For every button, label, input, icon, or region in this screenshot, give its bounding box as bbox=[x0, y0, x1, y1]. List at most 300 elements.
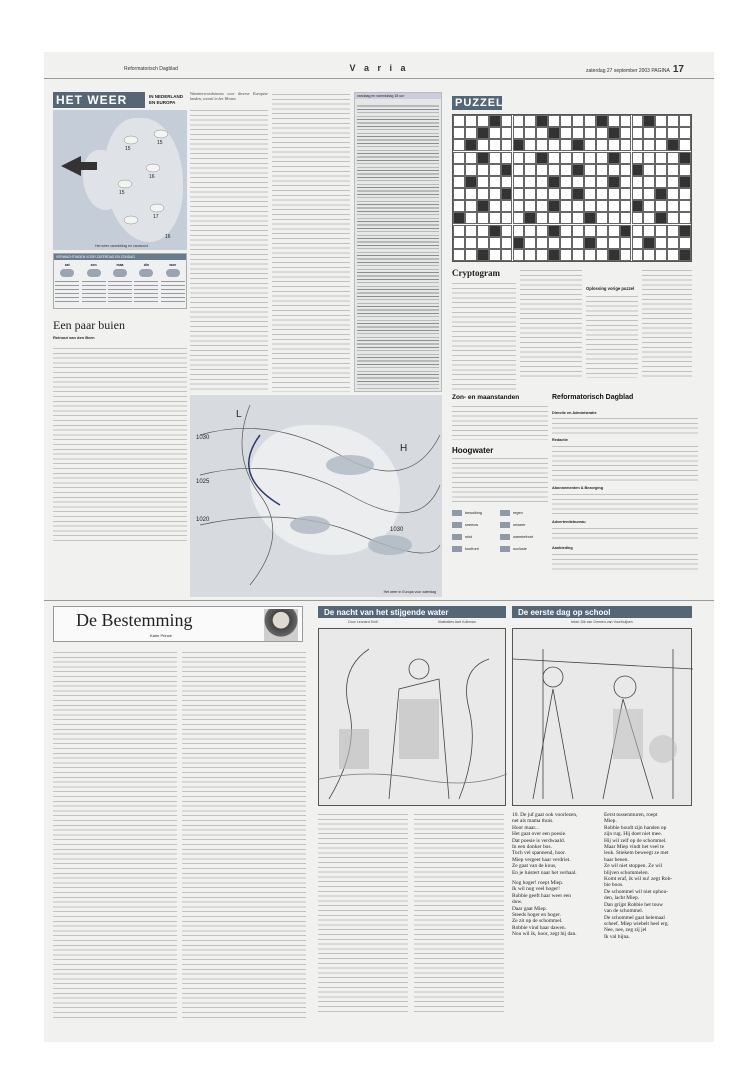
page-header bbox=[44, 60, 714, 76]
poem-line: den, lacht Miep. bbox=[604, 895, 640, 902]
legend-item: regen bbox=[500, 510, 523, 516]
crossword-cell[interactable] bbox=[477, 225, 489, 237]
day-label: zat bbox=[64, 263, 70, 267]
crossword-cell[interactable] bbox=[679, 200, 691, 212]
crossword-cell[interactable] bbox=[489, 249, 501, 261]
crossword-cell[interactable] bbox=[560, 249, 572, 261]
poem-col-1 bbox=[512, 812, 596, 876]
svg-text:17: 17 bbox=[153, 214, 159, 220]
crossword-cell[interactable] bbox=[643, 225, 655, 237]
story-title: De Bestemming bbox=[76, 610, 193, 630]
crossword-cell[interactable] bbox=[489, 200, 501, 212]
crossword-cell[interactable] bbox=[560, 188, 572, 200]
crossword-cell[interactable] bbox=[524, 237, 536, 249]
legend-item: occlusie bbox=[500, 546, 527, 552]
crossword-cell[interactable] bbox=[596, 212, 608, 224]
crossword-cell[interactable] bbox=[513, 188, 525, 200]
crossword-cell[interactable] bbox=[596, 237, 608, 249]
crossword-cell[interactable] bbox=[513, 200, 525, 212]
crossword-cell[interactable] bbox=[513, 225, 525, 237]
crossword-cell[interactable] bbox=[572, 249, 584, 261]
crossword-cell[interactable] bbox=[596, 176, 608, 188]
crossword-cell[interactable] bbox=[655, 176, 667, 188]
crossword-cell[interactable] bbox=[501, 115, 513, 127]
crossword-cell[interactable] bbox=[572, 212, 584, 224]
crossword-cell[interactable] bbox=[513, 176, 525, 188]
crossword-cell[interactable] bbox=[513, 212, 525, 224]
legend-symbol-icon bbox=[500, 534, 510, 540]
weather-legend bbox=[452, 510, 548, 570]
crossword-cell[interactable] bbox=[608, 237, 620, 249]
crossword-cell[interactable] bbox=[465, 115, 477, 127]
crossword-cell[interactable] bbox=[560, 212, 572, 224]
crossword-block bbox=[548, 176, 560, 188]
crossword-cell[interactable] bbox=[667, 200, 679, 212]
crossword-cell[interactable] bbox=[572, 225, 584, 237]
crossword-block bbox=[513, 237, 525, 249]
crossword-cell[interactable] bbox=[596, 164, 608, 176]
poem-line: blijven schommelen. bbox=[604, 869, 649, 876]
crossword-cell[interactable] bbox=[608, 139, 620, 151]
crossword-cell[interactable] bbox=[643, 139, 655, 151]
poem-line: Nee, nee, zeg zij jel bbox=[604, 927, 647, 934]
crossword-cell[interactable] bbox=[513, 127, 525, 139]
crossword-cell[interactable] bbox=[632, 139, 644, 151]
crossword-cell[interactable] bbox=[667, 115, 679, 127]
cloud-rain-icon bbox=[166, 269, 180, 277]
crossword-cell[interactable] bbox=[596, 200, 608, 212]
crossword-cell[interactable] bbox=[501, 237, 513, 249]
legend-item: sneeuw bbox=[452, 522, 478, 528]
comic2-credits: tekst: Dik van Ommen-van Voorthuijsen bbox=[571, 620, 633, 624]
crossword-cell[interactable] bbox=[453, 249, 465, 261]
crossword-cell[interactable] bbox=[501, 249, 513, 261]
europe-weather-map: L H 1030 1025 1020 1030 Het weer in Europa voor zaterdag bbox=[190, 395, 442, 597]
day-label: maa bbox=[116, 263, 124, 267]
poem-line: Steeds hoger en hoger. bbox=[512, 912, 561, 919]
crossword-cell[interactable] bbox=[572, 176, 584, 188]
wind-arrow-icon bbox=[61, 156, 97, 176]
crossword-cell[interactable] bbox=[620, 212, 632, 224]
crossword-cell[interactable] bbox=[477, 237, 489, 249]
crossword-cell[interactable] bbox=[453, 115, 465, 127]
poem-line: In een donker bos. bbox=[512, 844, 552, 851]
crossword-cell[interactable] bbox=[584, 176, 596, 188]
crossword-cell[interactable] bbox=[560, 164, 572, 176]
puzzle-clues-2 bbox=[520, 268, 582, 378]
crossword-cell[interactable] bbox=[596, 139, 608, 151]
crossword-cell[interactable] bbox=[548, 152, 560, 164]
crossword-cell[interactable] bbox=[596, 152, 608, 164]
crossword-cell[interactable] bbox=[679, 237, 691, 249]
crossword-cell[interactable] bbox=[501, 212, 513, 224]
svg-text:15: 15 bbox=[157, 140, 163, 146]
crossword-cell[interactable] bbox=[489, 212, 501, 224]
crossword-cell[interactable] bbox=[596, 225, 608, 237]
crossword-cell[interactable] bbox=[596, 249, 608, 261]
sun-moon-tides: Zon- en maanstanden Hoogwater bbox=[452, 394, 548, 562]
poem-line: 10. De juf gaat ook voorlezen, bbox=[512, 812, 578, 818]
crossword-cell[interactable] bbox=[655, 200, 667, 212]
crossword-cell[interactable] bbox=[453, 237, 465, 249]
crossword-cell[interactable] bbox=[465, 225, 477, 237]
crossword-cell[interactable] bbox=[465, 212, 477, 224]
crossword-cell[interactable] bbox=[489, 188, 501, 200]
bottom-rule bbox=[44, 600, 714, 601]
crossword-cell[interactable] bbox=[620, 152, 632, 164]
crossword-cell[interactable] bbox=[489, 164, 501, 176]
crossword-cell[interactable] bbox=[477, 188, 489, 200]
crossword-cell[interactable] bbox=[548, 139, 560, 151]
five-day-forecast: VERWACHTINGEN VOOR ZATERDAG EN ZONDAG zat zon maa din woe bbox=[53, 253, 187, 309]
legend-item: mist bbox=[452, 534, 472, 540]
crossword-cell[interactable] bbox=[453, 164, 465, 176]
crossword-cell[interactable] bbox=[584, 127, 596, 139]
crossword-cell[interactable] bbox=[667, 188, 679, 200]
crossword-cell[interactable] bbox=[584, 139, 596, 151]
crossword-cell[interactable] bbox=[548, 188, 560, 200]
crossword-cell[interactable] bbox=[524, 188, 536, 200]
legend-item: warmtefront bbox=[500, 534, 533, 540]
crossword-cell[interactable] bbox=[513, 152, 525, 164]
crossword-cell[interactable] bbox=[560, 200, 572, 212]
crossword-cell[interactable] bbox=[524, 225, 536, 237]
crossword-block bbox=[489, 225, 501, 237]
crossword-cell[interactable] bbox=[584, 225, 596, 237]
crossword-block bbox=[655, 188, 667, 200]
crossword-cell[interactable] bbox=[465, 127, 477, 139]
crossword-block bbox=[548, 127, 560, 139]
crossword-cell[interactable] bbox=[620, 164, 632, 176]
crossword-block bbox=[667, 139, 679, 151]
crossword-cell[interactable] bbox=[548, 237, 560, 249]
crossword-cell[interactable] bbox=[643, 249, 655, 261]
crossword-cell[interactable] bbox=[477, 115, 489, 127]
crossword-cell[interactable] bbox=[465, 164, 477, 176]
poem-line: De schommel gaat helemaal bbox=[604, 914, 665, 921]
crossword-cell[interactable] bbox=[608, 188, 620, 200]
svg-text:15: 15 bbox=[125, 146, 131, 152]
crossword-cell[interactable] bbox=[524, 139, 536, 151]
crossword-cell[interactable] bbox=[560, 127, 572, 139]
crossword-cell[interactable] bbox=[632, 115, 644, 127]
crossword-cell[interactable] bbox=[620, 249, 632, 261]
crossword-cell[interactable] bbox=[477, 164, 489, 176]
crossword-block bbox=[584, 212, 596, 224]
netherlands-weather-map: 15 15 16 15 17 16 Het weer vanmiddag en vanavond bbox=[53, 110, 187, 250]
crossword-cell[interactable] bbox=[536, 139, 548, 151]
crossword-cell[interactable] bbox=[655, 139, 667, 151]
crossword-cell[interactable] bbox=[536, 212, 548, 224]
crossword-cell[interactable] bbox=[489, 152, 501, 164]
crossword-cell[interactable] bbox=[632, 176, 644, 188]
crossword-cell[interactable] bbox=[572, 115, 584, 127]
crossword-cell[interactable] bbox=[632, 152, 644, 164]
crossword-cell[interactable] bbox=[643, 164, 655, 176]
crossword-cell[interactable] bbox=[667, 152, 679, 164]
crossword-cell[interactable] bbox=[620, 115, 632, 127]
crossword-cell[interactable] bbox=[560, 152, 572, 164]
crossword-cell[interactable] bbox=[608, 212, 620, 224]
crossword-block bbox=[477, 127, 489, 139]
crossword-cell[interactable] bbox=[501, 176, 513, 188]
crossword-cell[interactable] bbox=[501, 152, 513, 164]
crossword-cell[interactable] bbox=[513, 249, 525, 261]
poem-line: Het gaat over een poesie. bbox=[512, 831, 567, 838]
cloud-rain-icon bbox=[60, 269, 74, 277]
paper-name: Reformatorisch Dagblad bbox=[124, 66, 178, 72]
poem-line: Robbie houdt zijn handen op bbox=[604, 824, 667, 831]
crossword-cell[interactable] bbox=[584, 249, 596, 261]
poem-line: scheef. Miep wiebelt heel erg. bbox=[604, 920, 669, 927]
poem-line: Ze gaat van de kous, bbox=[512, 863, 557, 870]
crossword-grid[interactable] bbox=[452, 114, 692, 262]
crossword-cell[interactable] bbox=[560, 115, 572, 127]
crossword-block bbox=[679, 176, 691, 188]
crossword-cell[interactable] bbox=[643, 200, 655, 212]
crossword-cell[interactable] bbox=[667, 127, 679, 139]
crossword-cell[interactable] bbox=[524, 176, 536, 188]
crossword-cell[interactable] bbox=[477, 139, 489, 151]
crossword-cell[interactable] bbox=[584, 188, 596, 200]
crossword-cell[interactable] bbox=[667, 212, 679, 224]
crossword-cell[interactable] bbox=[536, 225, 548, 237]
crossword-cell[interactable] bbox=[620, 127, 632, 139]
crossword-cell[interactable] bbox=[465, 237, 477, 249]
legend-symbol-icon bbox=[452, 510, 462, 516]
crossword-cell[interactable] bbox=[453, 200, 465, 212]
poem-line: van de schommel. bbox=[604, 908, 644, 915]
poem-line: Hij wil zelf op de schommel. bbox=[604, 837, 667, 844]
crossword-cell[interactable] bbox=[679, 212, 691, 224]
crossword-cell[interactable] bbox=[465, 249, 477, 261]
crossword-cell[interactable] bbox=[655, 115, 667, 127]
crossword-cell[interactable] bbox=[584, 152, 596, 164]
crossword-cell[interactable] bbox=[679, 127, 691, 139]
crossword-cell[interactable] bbox=[608, 115, 620, 127]
crossword-cell[interactable] bbox=[465, 188, 477, 200]
crossword-cell[interactable] bbox=[548, 212, 560, 224]
crossword-cell[interactable] bbox=[513, 164, 525, 176]
crossword-cell[interactable] bbox=[632, 127, 644, 139]
crossword-cell[interactable] bbox=[667, 237, 679, 249]
crossword-cell[interactable] bbox=[620, 237, 632, 249]
legend-symbol-icon bbox=[452, 522, 462, 528]
crossword-cell[interactable] bbox=[465, 200, 477, 212]
crossword-cell[interactable] bbox=[679, 139, 691, 151]
weather-intro: Warmterecordnieuws voor diverse Europese landen, vooral in het Westen. bbox=[190, 92, 268, 101]
cloud-rain-icon bbox=[139, 269, 153, 277]
poem-line: Eerst tussenmuren, roept bbox=[604, 812, 658, 818]
crossword-cell[interactable] bbox=[632, 188, 644, 200]
crossword-cell[interactable] bbox=[679, 164, 691, 176]
crossword-cell[interactable] bbox=[608, 225, 620, 237]
crossword-cell[interactable] bbox=[560, 176, 572, 188]
svg-text:15: 15 bbox=[119, 190, 125, 196]
crossword-cell[interactable] bbox=[489, 127, 501, 139]
crossword-cell[interactable] bbox=[643, 212, 655, 224]
crossword-block bbox=[679, 152, 691, 164]
crossword-cell[interactable] bbox=[667, 225, 679, 237]
crossword-cell[interactable] bbox=[453, 127, 465, 139]
crossword-cell[interactable] bbox=[667, 249, 679, 261]
crossword-block bbox=[548, 200, 560, 212]
crossword-cell[interactable] bbox=[536, 176, 548, 188]
crossword-cell[interactable] bbox=[655, 249, 667, 261]
crossword-cell[interactable] bbox=[513, 115, 525, 127]
crossword-cell[interactable] bbox=[632, 249, 644, 261]
crossword-cell[interactable] bbox=[524, 115, 536, 127]
legend-item: bewolking bbox=[452, 510, 482, 516]
crossword-cell[interactable] bbox=[679, 188, 691, 200]
crossword-cell[interactable] bbox=[489, 139, 501, 151]
crossword-cell[interactable] bbox=[477, 212, 489, 224]
crossword-cell[interactable] bbox=[643, 188, 655, 200]
crossword-block bbox=[477, 200, 489, 212]
crossword-cell[interactable] bbox=[643, 152, 655, 164]
weather-stations-table: vandaag en vanmiddag 18 uur bbox=[354, 92, 442, 392]
poem-line: Robbie geeft haar weer een bbox=[512, 892, 571, 899]
crossword-cell[interactable] bbox=[524, 200, 536, 212]
crossword-cell[interactable] bbox=[620, 176, 632, 188]
crossword-block bbox=[679, 225, 691, 237]
puzzle-banner: PUZZEL bbox=[452, 96, 502, 110]
crossword-cell[interactable] bbox=[632, 225, 644, 237]
crossword-cell[interactable] bbox=[655, 127, 667, 139]
crossword-block bbox=[513, 139, 525, 151]
crossword-cell[interactable] bbox=[620, 188, 632, 200]
crossword-cell[interactable] bbox=[655, 164, 667, 176]
crossword-cell[interactable] bbox=[524, 152, 536, 164]
poem-line: Robbie vind haar dawen. bbox=[512, 924, 566, 931]
crossword-cell[interactable] bbox=[643, 127, 655, 139]
crossword-cell[interactable] bbox=[584, 200, 596, 212]
crossword-cell[interactable] bbox=[655, 237, 667, 249]
comic1-credits: Door Leonard Smit Illustraties Aart Kolkman bbox=[348, 620, 476, 624]
poem-line: Miep vergeet haar verdriet. bbox=[512, 856, 571, 863]
crossword-block bbox=[501, 164, 513, 176]
legend-item: koufront bbox=[452, 546, 479, 552]
crossword-cell[interactable] bbox=[560, 139, 572, 151]
crossword-cell[interactable] bbox=[501, 200, 513, 212]
poem-line: duw. bbox=[512, 899, 523, 906]
crossword-cell[interactable] bbox=[536, 200, 548, 212]
crossword-cell[interactable] bbox=[536, 164, 548, 176]
svg-text:H: H bbox=[400, 443, 408, 454]
crossword-cell[interactable] bbox=[524, 249, 536, 261]
crossword-block bbox=[608, 249, 620, 261]
story-header bbox=[53, 606, 303, 642]
crossword-cell[interactable] bbox=[524, 127, 536, 139]
crossword-cell[interactable] bbox=[632, 237, 644, 249]
crossword-block bbox=[643, 237, 655, 249]
crossword-cell[interactable] bbox=[608, 164, 620, 176]
crossword-cell[interactable] bbox=[584, 164, 596, 176]
crossword-cell[interactable] bbox=[620, 139, 632, 151]
crossword-cell[interactable] bbox=[489, 176, 501, 188]
crossword-cell[interactable] bbox=[596, 127, 608, 139]
crossword-cell[interactable] bbox=[536, 237, 548, 249]
crossword-cell[interactable] bbox=[536, 249, 548, 261]
crossword-cell[interactable] bbox=[560, 237, 572, 249]
crossword-cell[interactable] bbox=[608, 200, 620, 212]
crossword-cell[interactable] bbox=[560, 225, 572, 237]
crossword-cell[interactable] bbox=[643, 176, 655, 188]
crossword-block bbox=[536, 115, 548, 127]
legend-symbol-icon bbox=[500, 510, 510, 516]
legend-symbol-icon bbox=[452, 534, 462, 540]
legend-symbol-icon bbox=[452, 546, 462, 552]
crossword-cell[interactable] bbox=[536, 188, 548, 200]
crossword-cell[interactable] bbox=[620, 200, 632, 212]
crossword-block bbox=[632, 200, 644, 212]
crossword-cell[interactable] bbox=[655, 152, 667, 164]
crossword-cell[interactable] bbox=[453, 152, 465, 164]
crossword-cell[interactable] bbox=[572, 200, 584, 212]
crossword-cell[interactable] bbox=[572, 152, 584, 164]
crossword-cell[interactable] bbox=[453, 176, 465, 188]
crossword-block bbox=[572, 188, 584, 200]
poem-line: Maar Miep vindt het veel te bbox=[604, 844, 665, 851]
crossword-cell[interactable] bbox=[584, 115, 596, 127]
poem-line: Dat poesie is verdwaald. bbox=[512, 837, 565, 844]
crossword-block bbox=[608, 127, 620, 139]
poem-line: haar benen. bbox=[604, 856, 629, 863]
crossword-cell[interactable] bbox=[572, 127, 584, 139]
weather-banner: HET WEER IN NEDERLAND EN EUROPA bbox=[53, 92, 203, 108]
cloud-rain-icon bbox=[87, 269, 101, 277]
poem-line: Ze wil niet stoppen. Ze wil bbox=[604, 863, 663, 870]
crossword-cell[interactable] bbox=[572, 237, 584, 249]
crossword-block bbox=[572, 164, 584, 176]
crossword-cell[interactable] bbox=[536, 127, 548, 139]
poem-line: Ik wil nog veel hoger! bbox=[512, 886, 560, 893]
crossword-cell[interactable] bbox=[489, 237, 501, 249]
crossword-cell[interactable] bbox=[548, 115, 560, 127]
crossword-cell[interactable] bbox=[453, 139, 465, 151]
crossword-cell[interactable] bbox=[453, 225, 465, 237]
crossword-cell[interactable] bbox=[477, 176, 489, 188]
header-rule bbox=[44, 78, 714, 79]
crossword-cell[interactable] bbox=[501, 127, 513, 139]
poem-line: Ze zit op de schommel. bbox=[512, 918, 563, 925]
poem-line: De schommel wil niet ophou- bbox=[604, 888, 669, 895]
crossword-cell[interactable] bbox=[655, 225, 667, 237]
crossword-cell[interactable] bbox=[501, 139, 513, 151]
day-label: woe bbox=[169, 263, 177, 267]
crossword-cell[interactable] bbox=[679, 115, 691, 127]
poem-line: zijn rug. Hij doet niet mee. bbox=[604, 831, 662, 838]
crossword-block bbox=[608, 176, 620, 188]
legend-symbol-icon bbox=[500, 522, 510, 528]
crossword-cell[interactable] bbox=[453, 188, 465, 200]
crossword-cell[interactable] bbox=[465, 152, 477, 164]
crossword-cell[interactable] bbox=[596, 188, 608, 200]
crossword-block bbox=[596, 115, 608, 127]
day-label: din bbox=[143, 263, 149, 267]
poem-line: Nog hoger! roept Miep. bbox=[512, 880, 564, 886]
crossword-cell[interactable] bbox=[501, 225, 513, 237]
crossword-block bbox=[501, 188, 513, 200]
crossword-cell[interactable] bbox=[524, 164, 536, 176]
crossword-cell[interactable] bbox=[632, 212, 644, 224]
crossword-cell[interactable] bbox=[548, 164, 560, 176]
poem-line: net als mama thuis. bbox=[512, 818, 554, 825]
puzzle-solution: Oplossing vorige puzzel bbox=[586, 268, 638, 378]
poem-line: Miep. bbox=[604, 818, 617, 825]
crossword-cell[interactable] bbox=[667, 176, 679, 188]
crossword-cell[interactable] bbox=[667, 164, 679, 176]
